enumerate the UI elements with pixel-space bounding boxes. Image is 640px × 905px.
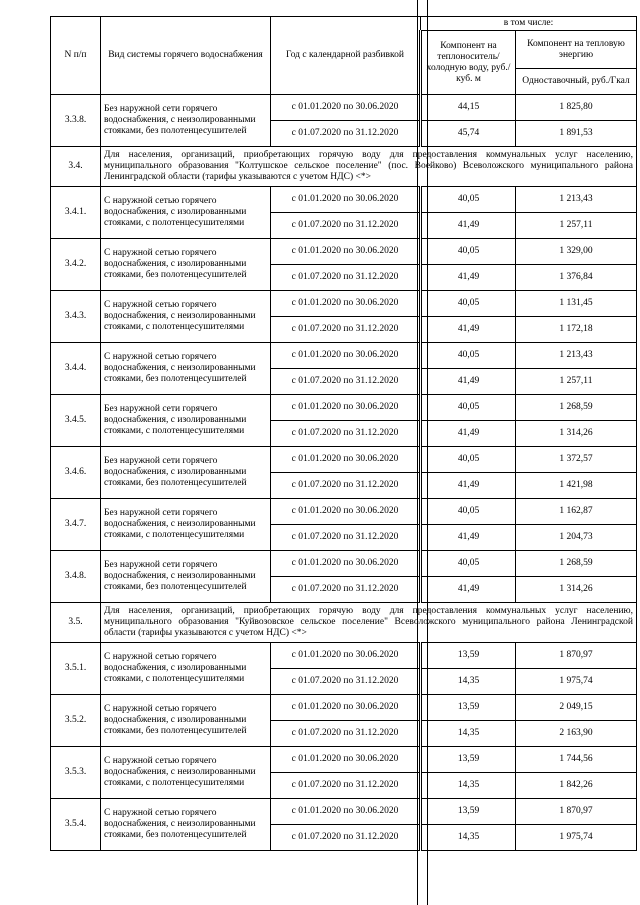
period-second-half: с 01.07.2020 по 31.12.2020 xyxy=(271,525,421,551)
row-number: 3.4.6. xyxy=(51,447,101,499)
hot-water-value: 40,05 xyxy=(421,551,516,577)
hot-water-value: 41,49 xyxy=(421,317,516,343)
system-type: С наружной сетью горячего водоснабжения, с неизолированными стояками, с полотенцесушителями xyxy=(101,291,271,343)
table-row xyxy=(51,643,637,669)
period-second-half: с 01.07.2020 по 31.12.2020 xyxy=(271,669,421,695)
system-type: Без наружной сети горячего водоснабжения, с неизолированными стояками, без полотенцесушителей xyxy=(101,551,271,603)
period-second-half: с 01.07.2020 по 31.12.2020 xyxy=(271,213,421,239)
heat-value: 1 975,74 xyxy=(516,825,637,851)
hot-water-value: 40,05 xyxy=(421,499,516,525)
header-heat-component: Компонент на тепловую энергию xyxy=(516,31,637,69)
heat-value: 1 268,59 xyxy=(516,395,637,421)
heat-value: 1 744,56 xyxy=(516,747,637,773)
heat-value: 1 172,18 xyxy=(516,317,637,343)
heat-value: 1 213,43 xyxy=(516,343,637,369)
row-number: 3.4.4. xyxy=(51,343,101,395)
hot-water-value: 13,59 xyxy=(421,695,516,721)
hot-water-value: 40,05 xyxy=(421,395,516,421)
hot-water-value: 13,59 xyxy=(421,799,516,825)
hot-water-value: 40,05 xyxy=(421,291,516,317)
table-row xyxy=(51,343,637,369)
period-second-half: с 01.07.2020 по 31.12.2020 xyxy=(271,577,421,603)
table-row xyxy=(51,447,637,473)
heat-value: 1 314,26 xyxy=(516,421,637,447)
heat-value: 1 870,97 xyxy=(516,799,637,825)
heat-value: 1 891,53 xyxy=(516,121,637,147)
heat-value: 1 314,26 xyxy=(516,577,637,603)
row-number: 3.5.4. xyxy=(51,799,101,851)
system-type: С наружной сетью горячего водоснабжения, с неизолированными стояками, без полотенцесушителей xyxy=(101,799,271,851)
header-heat-unit: Одноставочный, руб./Гкал xyxy=(516,69,637,95)
system-type: Без наружной сети горячего водоснабжения, с неизолированными стояками, без полотенцесушителей xyxy=(101,95,271,147)
section-row xyxy=(51,603,637,643)
heat-value: 1 842,26 xyxy=(516,773,637,799)
system-type: С наружной сетью горячего водоснабжения, с неизолированными стояками, без полотенцесушителей xyxy=(101,343,271,395)
table-row xyxy=(51,551,637,577)
system-type: Без наружной сети горячего водоснабжения, с неизолированными стояками, с полотенцесушителями xyxy=(101,499,271,551)
table-row xyxy=(51,499,637,525)
section-description: Для населения, организаций, приобретающих горячую воду для предоставления коммунальных услуг населению, муниципального образования "Колтушское сельское поселение" (пос. Воейково) Всеволожского муниципального района Ленинградской области (тарифы указываются с учетом НДС) <*> xyxy=(101,147,637,187)
system-type: С наружной сетью горячего водоснабжения, с изолированными стояками, с полотенцесушителями xyxy=(101,187,271,239)
heat-value: 1 870,97 xyxy=(516,643,637,669)
row-number: 3.5.3. xyxy=(51,747,101,799)
heat-value: 1 421,98 xyxy=(516,473,637,499)
hot-water-value: 41,49 xyxy=(421,473,516,499)
row-number: 3.5.2. xyxy=(51,695,101,747)
period-first-half: с 01.01.2020 по 30.06.2020 xyxy=(271,551,421,577)
row-number: 3.4.3. xyxy=(51,291,101,343)
table-row xyxy=(51,695,637,721)
table-row xyxy=(51,291,637,317)
heat-value: 2 163,90 xyxy=(516,721,637,747)
period-second-half: с 01.07.2020 по 31.12.2020 xyxy=(271,825,421,851)
hot-water-value: 41,49 xyxy=(421,265,516,291)
period-second-half: с 01.07.2020 по 31.12.2020 xyxy=(271,773,421,799)
section-row xyxy=(51,147,637,187)
table-row xyxy=(51,799,637,825)
hot-water-value: 40,05 xyxy=(421,447,516,473)
heat-value: 1 131,45 xyxy=(516,291,637,317)
period-second-half: с 01.07.2020 по 31.12.2020 xyxy=(271,721,421,747)
heat-value: 1 204,73 xyxy=(516,525,637,551)
period-first-half: с 01.01.2020 по 30.06.2020 xyxy=(271,747,421,773)
period-first-half: с 01.01.2020 по 30.06.2020 xyxy=(271,95,421,121)
heat-value: 1 376,84 xyxy=(516,265,637,291)
period-first-half: с 01.01.2020 по 30.06.2020 xyxy=(271,643,421,669)
header-num: N п/п xyxy=(51,17,101,95)
period-first-half: с 01.01.2020 по 30.06.2020 xyxy=(271,343,421,369)
section-description: Для населения, организаций, приобретающих горячую воду для предоставления коммунальных услуг населению, муниципального образования "Куйвозовское сельское поселение" Всеволожского муниципального района Ленинградской области (тарифы указываются с учетом НДС) <*> xyxy=(101,603,637,643)
period-second-half: с 01.07.2020 по 31.12.2020 xyxy=(271,317,421,343)
hot-water-value: 40,05 xyxy=(421,239,516,265)
system-type: С наружной сетью горячего водоснабжения, с изолированными стояками, с полотенцесушителями xyxy=(101,643,271,695)
row-number: 3.3.8. xyxy=(51,95,101,147)
row-number: 3.4.1. xyxy=(51,187,101,239)
tariff-table xyxy=(50,16,637,851)
period-second-half: с 01.07.2020 по 31.12.2020 xyxy=(271,121,421,147)
period-first-half: с 01.01.2020 по 30.06.2020 xyxy=(271,799,421,825)
heat-value: 1 213,43 xyxy=(516,187,637,213)
row-number: 3.5.1. xyxy=(51,643,101,695)
hot-water-value: 13,59 xyxy=(421,747,516,773)
hot-water-value: 14,35 xyxy=(421,825,516,851)
period-first-half: с 01.01.2020 по 30.06.2020 xyxy=(271,291,421,317)
row-number: 3.4.2. xyxy=(51,239,101,291)
header-period: Год с календарной разбивкой xyxy=(271,17,421,95)
period-second-half: с 01.07.2020 по 31.12.2020 xyxy=(271,421,421,447)
heat-value: 1 975,74 xyxy=(516,669,637,695)
section-number: 3.5. xyxy=(51,603,101,643)
system-type: Без наружной сети горячего водоснабжения, с изолированными стояками, без полотенцесушителей xyxy=(101,447,271,499)
heat-value: 1 825,80 xyxy=(516,95,637,121)
period-second-half: с 01.07.2020 по 31.12.2020 xyxy=(271,369,421,395)
system-type: Без наружной сети горячего водоснабжения, с изолированными стояками, с полотенцесушителями xyxy=(101,395,271,447)
row-number: 3.4.7. xyxy=(51,499,101,551)
hot-water-value: 40,05 xyxy=(421,343,516,369)
heat-value: 1 162,87 xyxy=(516,499,637,525)
hot-water-value: 44,15 xyxy=(421,95,516,121)
period-first-half: с 01.01.2020 по 30.06.2020 xyxy=(271,395,421,421)
period-first-half: с 01.01.2020 по 30.06.2020 xyxy=(271,499,421,525)
heat-value: 1 372,57 xyxy=(516,447,637,473)
header-hot-water-component: Компонент на теплоноситель/холодную воду, руб./куб. м xyxy=(421,31,516,95)
system-type: С наружной сетью горячего водоснабжения, с неизолированными стояками, с полотенцесушителями xyxy=(101,747,271,799)
table-row xyxy=(51,187,637,213)
period-second-half: с 01.07.2020 по 31.12.2020 xyxy=(271,265,421,291)
table-row xyxy=(51,747,637,773)
hot-water-value: 14,35 xyxy=(421,669,516,695)
hot-water-value: 13,59 xyxy=(421,643,516,669)
header-including: в том числе: xyxy=(421,17,637,31)
system-type: С наружной сетью горячего водоснабжения, с изолированными стояками, без полотенцесушителей xyxy=(101,239,271,291)
heat-value: 2 049,15 xyxy=(516,695,637,721)
section-number: 3.4. xyxy=(51,147,101,187)
period-second-half: с 01.07.2020 по 31.12.2020 xyxy=(271,473,421,499)
hot-water-value: 41,49 xyxy=(421,369,516,395)
header-system-type: Вид системы горячего водоснабжения xyxy=(101,17,271,95)
period-first-half: с 01.01.2020 по 30.06.2020 xyxy=(271,239,421,265)
hot-water-value: 14,35 xyxy=(421,773,516,799)
hot-water-value: 41,49 xyxy=(421,577,516,603)
hot-water-value: 41,49 xyxy=(421,213,516,239)
heat-value: 1 257,11 xyxy=(516,369,637,395)
heat-value: 1 268,59 xyxy=(516,551,637,577)
hot-water-value: 45,74 xyxy=(421,121,516,147)
period-first-half: с 01.01.2020 по 30.06.2020 xyxy=(271,187,421,213)
row-number: 3.4.8. xyxy=(51,551,101,603)
period-first-half: с 01.01.2020 по 30.06.2020 xyxy=(271,695,421,721)
period-first-half: с 01.01.2020 по 30.06.2020 xyxy=(271,447,421,473)
row-number: 3.4.5. xyxy=(51,395,101,447)
table-row xyxy=(51,395,637,421)
table-row xyxy=(51,95,637,121)
heat-value: 1 329,00 xyxy=(516,239,637,265)
system-type: С наружной сетью горячего водоснабжения, с изолированными стояками, без полотенцесушителей xyxy=(101,695,271,747)
hot-water-value: 14,35 xyxy=(421,721,516,747)
hot-water-value: 40,05 xyxy=(421,187,516,213)
heat-value: 1 257,11 xyxy=(516,213,637,239)
hot-water-value: 41,49 xyxy=(421,421,516,447)
table-row xyxy=(51,239,637,265)
hot-water-value: 41,49 xyxy=(421,525,516,551)
